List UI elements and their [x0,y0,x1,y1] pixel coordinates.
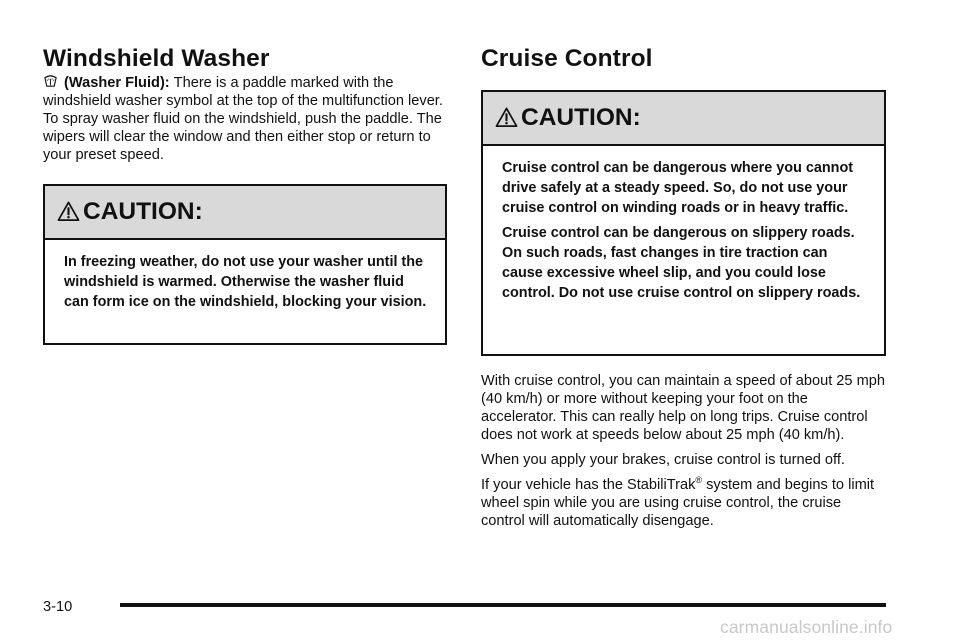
cruise-speed-paragraph: With cruise control, you can maintain a speed of about 25 mph (40 km/h) or more without keeping your foot on the accelerator. This can really help on long trips. Cruise control does not work at speeds below about 25 mph (40 km/h). [481,373,885,443]
page-number: 3-10 [43,599,73,615]
freezing-weather-caution-box [43,184,447,345]
caution-text: In freezing weather, do not use your washer until the windshield is warmed. Otherwise the washer fluid can form ice on the windshield, blocking your vision. [64,254,427,310]
stabilitrak-text-end: system and begins to limit wheel spin while you are using cruise control, the cruise control will automatically disengage. [481,477,875,529]
cruise-control-heading: Cruise Control [481,45,653,72]
washer-fluid-text-start: There is a paddle marked with the [173,75,394,91]
stabilitrak-paragraph [481,476,886,530]
cruise-control-text [481,372,886,530]
caution-header [483,92,884,146]
warning-triangle-icon [57,200,80,223]
caution-paragraph-slippery-roads: Cruise control can be dangerous on slippery roads. On such roads, fast changes in tire traction can cause excessive wheel slip, and you could lose control. Do not use cruise control on slippery roads. [502,225,861,301]
cruise-control-caution-box [481,90,886,356]
warning-triangle-icon [495,106,518,129]
windshield-washer-heading: Windshield Washer [43,45,270,72]
washer-fluid-term: (Washer Fluid): [64,75,170,91]
caution-body [45,240,445,326]
right-column [481,0,886,530]
caution-title: CAUTION: [521,104,641,131]
brakes-paragraph: When you apply your brakes, cruise control is turned off. [481,452,845,468]
stabilitrak-text-start: If your vehicle has the StabiliTrak [481,477,696,493]
caution-title: CAUTION: [83,198,203,225]
left-column [43,0,447,345]
caution-body [483,146,884,317]
caution-paragraph-winding-roads: Cruise control can be dangerous where you cannot drive safely at a steady speed. So, do not use your cruise control on winding roads or in heavy traffic. [502,160,854,216]
caution-header [45,186,445,240]
windshield-washer-symbol-icon [43,74,58,89]
washer-fluid-paragraph [43,74,447,164]
watermark: carmanualsonline.info [720,617,893,637]
registered-mark: ® [695,475,703,485]
washer-fluid-text-rest: windshield washer symbol at the top of the multifunction lever. To spray washer fluid on the windshield, push the paddle. The wipers will clear the window and then either stop or return to your preset speed. [43,93,443,163]
footer-rule [120,603,886,607]
